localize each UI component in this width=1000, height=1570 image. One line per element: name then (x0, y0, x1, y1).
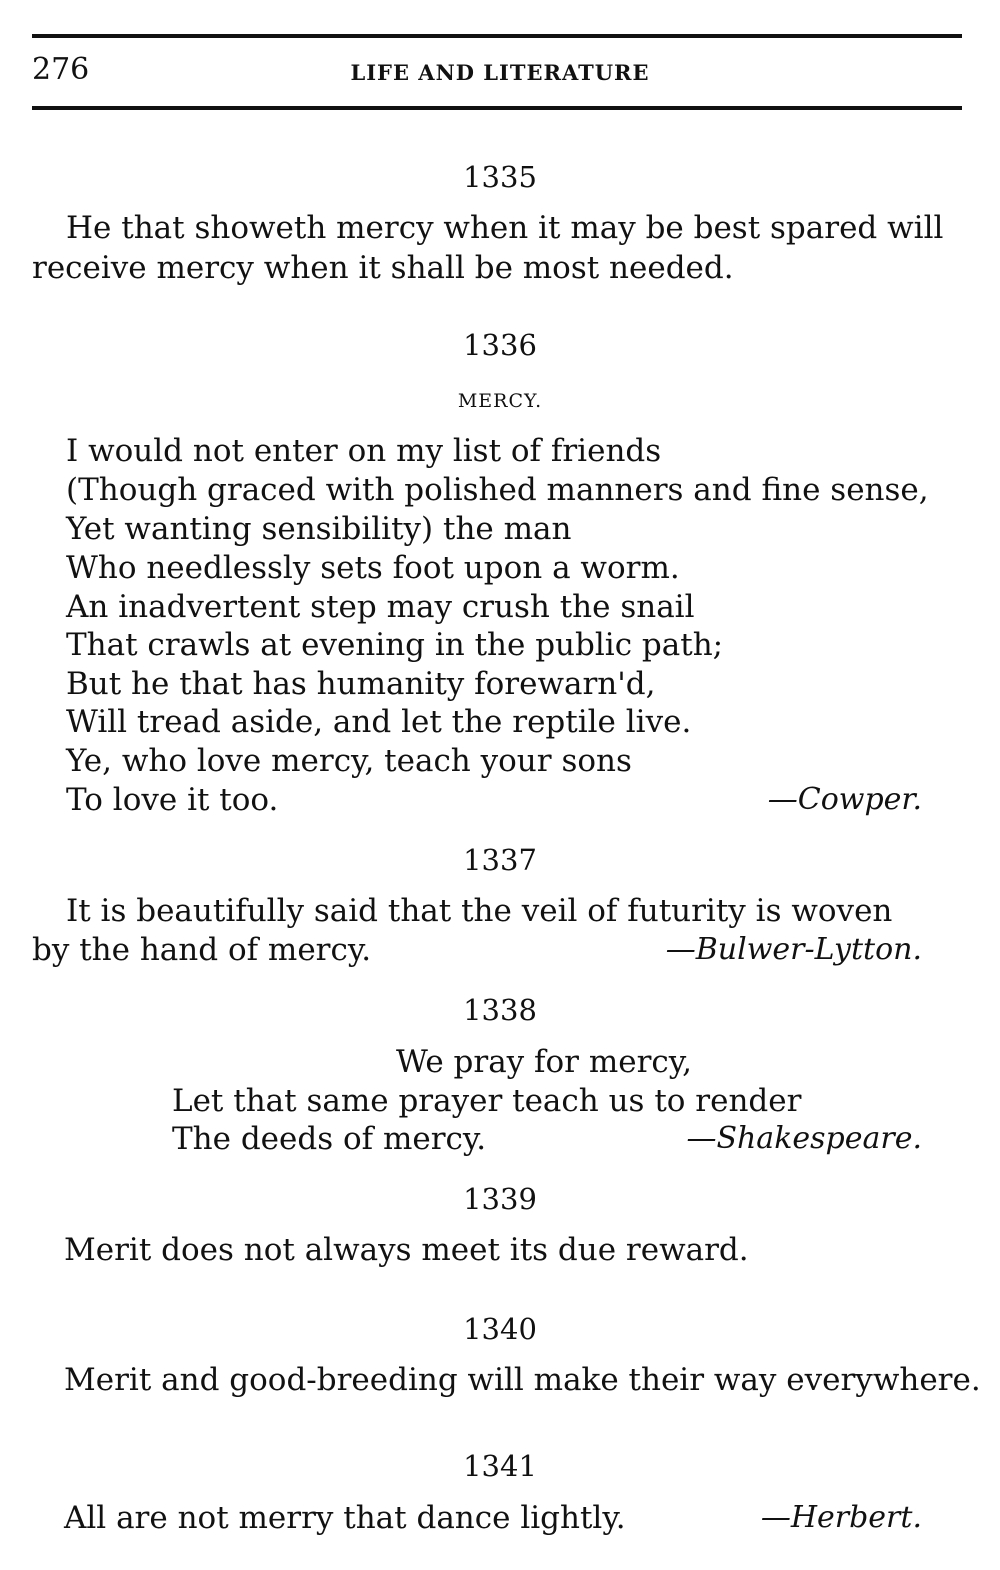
attribution: —Cowper. (767, 782, 922, 817)
entry-number: 1336 (463, 328, 537, 362)
entry-text-line: by the hand of mercy. (32, 932, 372, 968)
poem-line: Let that same prayer teach us to render (172, 1083, 802, 1119)
entry-number: 1341 (463, 1449, 537, 1483)
poem-line: The deeds of mercy. (172, 1121, 487, 1157)
poem-line: That crawls at evening in the public path; (66, 627, 724, 663)
poem-line: To love it too. (66, 782, 279, 818)
poem-line: Will tread aside, and let the reptile live. (66, 704, 692, 740)
poem-line: An inadvertent step may crush the snail (66, 589, 695, 625)
entry-text-line: All are not merry that dance lightly. (64, 1500, 626, 1536)
entry-text-line: Merit does not always meet its due reward. (64, 1232, 749, 1268)
poem-line: But he that has humanity forewarn'd, (66, 666, 656, 702)
entry-title: MERCY. (457, 390, 543, 412)
attribution: —Shakespeare. (686, 1121, 922, 1156)
poem-line: Who needlessly sets foot upon a worm. (66, 550, 680, 586)
poem-line: (Though graced with polished manners and fine sense, (66, 472, 929, 508)
header-top-rule (32, 34, 962, 38)
running-title: LIFE AND LITERATURE (350, 60, 650, 85)
entry-text-line: receive mercy when it shall be most needed. (32, 250, 734, 286)
entry-number: 1337 (463, 843, 537, 877)
entry-text-line: Merit and good-breeding will make their way everywhere. (64, 1362, 981, 1398)
poem-line: I would not enter on my list of friends (66, 433, 662, 469)
attribution: —Herbert. (760, 1500, 922, 1535)
entry-number: 1339 (463, 1182, 537, 1216)
page-number: 276 (32, 52, 90, 87)
attribution: —Bulwer-Lytton. (665, 932, 922, 967)
header-bottom-rule (32, 106, 962, 110)
entry-text-line: It is beautifully said that the veil of futurity is woven (66, 893, 893, 929)
entry-number: 1340 (463, 1312, 537, 1346)
poem-line: We pray for mercy, (396, 1044, 693, 1080)
entry-text-line: He that showeth mercy when it may be best spared will (66, 210, 944, 246)
poem-line: Ye, who love mercy, teach your sons (66, 743, 632, 779)
poem-line: Yet wanting sensibility) the man (66, 511, 572, 547)
entry-number: 1338 (463, 993, 537, 1027)
entry-number: 1335 (463, 160, 537, 194)
